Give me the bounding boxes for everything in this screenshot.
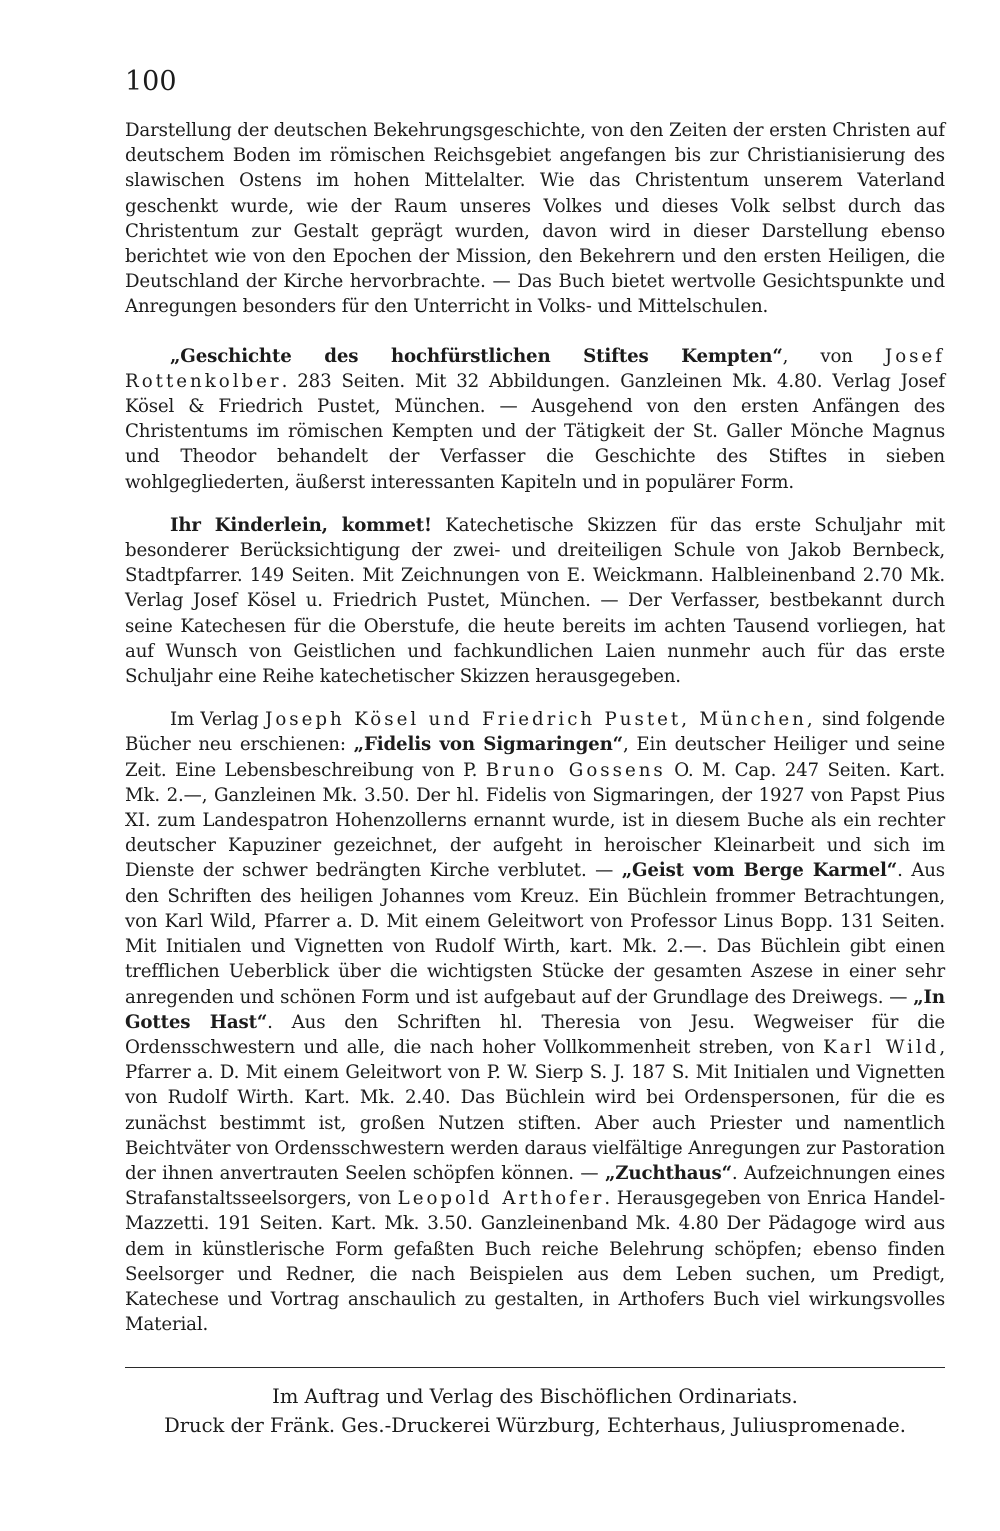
spaced-name: Bruno Gossens: [485, 759, 666, 781]
text-run: Katechetische Skizzen für das erste Schuljahr mit besonderer Berücksichtigung der zwei- und dreiteiligen Schule von Jakob Bernbeck, Stadtpfarrer. 149 Seiten. Mit Zeichnungen von E. Weickmann. Halbleinenband 2.70 Mk. Verlag Josef Kösel u. Friedrich Pustet, München. — Der Verfasser, bestbekannt durch seine Katechesen für die Oberstufe, die heute bereits im achten Tausend vorliegen, hat auf Wunsch von Geistlichen und fachkundlichen Laien nunmehr auch für das erste Schuljahr eine Reihe katechetischer Skizzen herausgegeben.: [125, 514, 945, 688]
paragraph-koesel-pustet-releases: [125, 707, 945, 1337]
spaced-name: Josef Rottenkolber: [125, 345, 945, 392]
paragraph-bekehrungsgeschichte: [125, 118, 945, 320]
text-run: , Ein deutscher Heiliger und seine Zeit. Eine Lebensbeschreibung von P.: [125, 734, 946, 781]
publisher-line: Im Auftrag und Verlag des Bischöflichen Ordinariats.: [272, 1385, 798, 1409]
text-run: sind folgende Bücher neu erschienen:: [125, 709, 945, 756]
document-page: [125, 62, 945, 1440]
text-run: O. M. Cap. 247 Seiten. Kart. Mk. 2.—, Ganzleinen Mk. 3.50. Der hl. Fidelis von Sigmaringen, der 1927 von Papst Pius XI. zum Landespatron Hohenzollerns ernannt wurde, ist in diesem Buche als ein rechter deutscher Kapuziner gezeichnet, der aufgeht in heroischer Kleinarbeit und sich im Dienste der schwer bedrängten Kirche verblutet. —: [125, 759, 945, 882]
page-number: 100: [125, 66, 177, 97]
text-run: , von: [782, 345, 885, 367]
text-run: . 283 Seiten. Mit 32 Abbildungen. Ganzleinen Mk. 4.80. Verlag Josef Kösel & Friedrich Pustet, München. — Ausgehend von den ersten Anfängen des Christentums im römischen Kempten und der Tätigkeit der St. Galler Mönche Magnus und Theodor behandelt der Verfasser die Geschichte des Stiftes in sieben wohlgegliederten, äußerst interessanten Kapiteln und in populärer Form.: [125, 370, 945, 493]
text-run: Im Verlag: [170, 709, 266, 731]
text-run: . Aufzeichnungen eines Strafanstaltsseelsorgers, von: [125, 1162, 945, 1210]
book-title: „In Gottes Hast“: [125, 986, 945, 1033]
text-run: , Pfarrer a. D. Mit einem Geleitwort von P. W. Sierp S. J. 187 S. Mit Initialen und Vignetten von Rudolf Wirth. Kart. Mk. 2.40. Das Büchlein wird bei Ordenspersonen, für die es zunächst bestimmt ist, großen Nutzen stiften. Aber auch Priester und namentlich Beichtväter von Ordensschwestern werden daraus vielfältige Anregungen zur Pastoration der ihnen anvertrauten Seelen schöpfen können. —: [125, 1036, 945, 1184]
spaced-name: Joseph Kösel und Friedrich Pustet, München,: [265, 709, 816, 731]
book-title: Ihr Kinderlein, kommet!: [170, 514, 432, 536]
paragraph-kempten-review: [125, 344, 945, 495]
text-run: . Herausgegeben von Enrica Handel-Mazzetti. 191 Seiten. Kart. Mk. 3.50. Ganzleinenband Mk. 4.80 Der Pädagoge wird aus dem in künstlerische Form gefaßten Buch reiche Belehrung schöpfen; ebenso finden Seelsorger und Redner, die nach Beispielen aus dem Leben suchen, um Predigt, Katechese und Vortrag anschaulich zu gestalten, in Arthofers Buch viel wirkungsvolles Material.: [125, 1188, 945, 1336]
text-run: Darstellung der deutschen Bekehrungsgeschichte, von den Zeiten der ersten Christen auf deutschem Boden im römischen Reichsgebiet angefangen bis zur Christianisierung des slawischen Ostens im hohen Mittelalter. Wie das Christentum unserem Vaterland geschenkt wurde, wie der Raum unseres Volkes und dieses Volk selbst durch das Christentum zur Gestalt geprägt wurden, davon wird in dieser Darstellung ebenso berichtet wie von den Epochen der Mission, den Bekehrern und den ersten Heiligen, die Deutschland der Kirche hervorbrachte. — Das Buch bietet wertvolle Gesichtspunkte und Anregungen besonders für den Unterricht in Volks- und Mittelschulen.: [125, 120, 945, 318]
text-run: . Aus den Schriften hl. Theresia von Jesu. Wegweiser für die Ordensschwestern und alle, die nach hoher Vollkommenheit streben, von: [125, 1011, 946, 1058]
book-title: „Geschichte des hochfürstlichen Stiftes Kempten“: [170, 345, 783, 367]
text-run: . Aus den Schriften des heiligen Johannes vom Kreuz. Ein Büchlein frommer Betrachtungen, von Karl Wild, Pfarrer a. D. Mit einem Geleitwort von Professor Linus Bopp. 131 Seiten. Mit Initialen und Vignetten von Rudolf Wirth, kart. Mk. 2.—. Das Büchlein gibt einen trefflichen Ueberblick über die wichtigsten Stücke der gesamten Aszese in einer sehr anregenden und schönen Form und ist aufgebaut auf der Grundlage des Dreiwegs. —: [125, 860, 945, 1008]
paragraph-kinderlein-review: [125, 513, 945, 689]
book-title: „Fidelis von Sigmaringen“: [353, 734, 623, 756]
book-title: „Geist vom Berge Karmel“: [621, 860, 898, 882]
spaced-name: Karl Wild: [823, 1036, 940, 1058]
body-text: [125, 118, 945, 1337]
spaced-name: Leopold Arthofer: [397, 1188, 605, 1210]
book-title: „Zuchthaus“: [604, 1162, 732, 1184]
printer-line: Druck der Fränk. Ges.-Druckerei Würzburg, Echterhaus, Juliuspromenade.: [164, 1414, 906, 1438]
footer-rule: [125, 1367, 945, 1368]
